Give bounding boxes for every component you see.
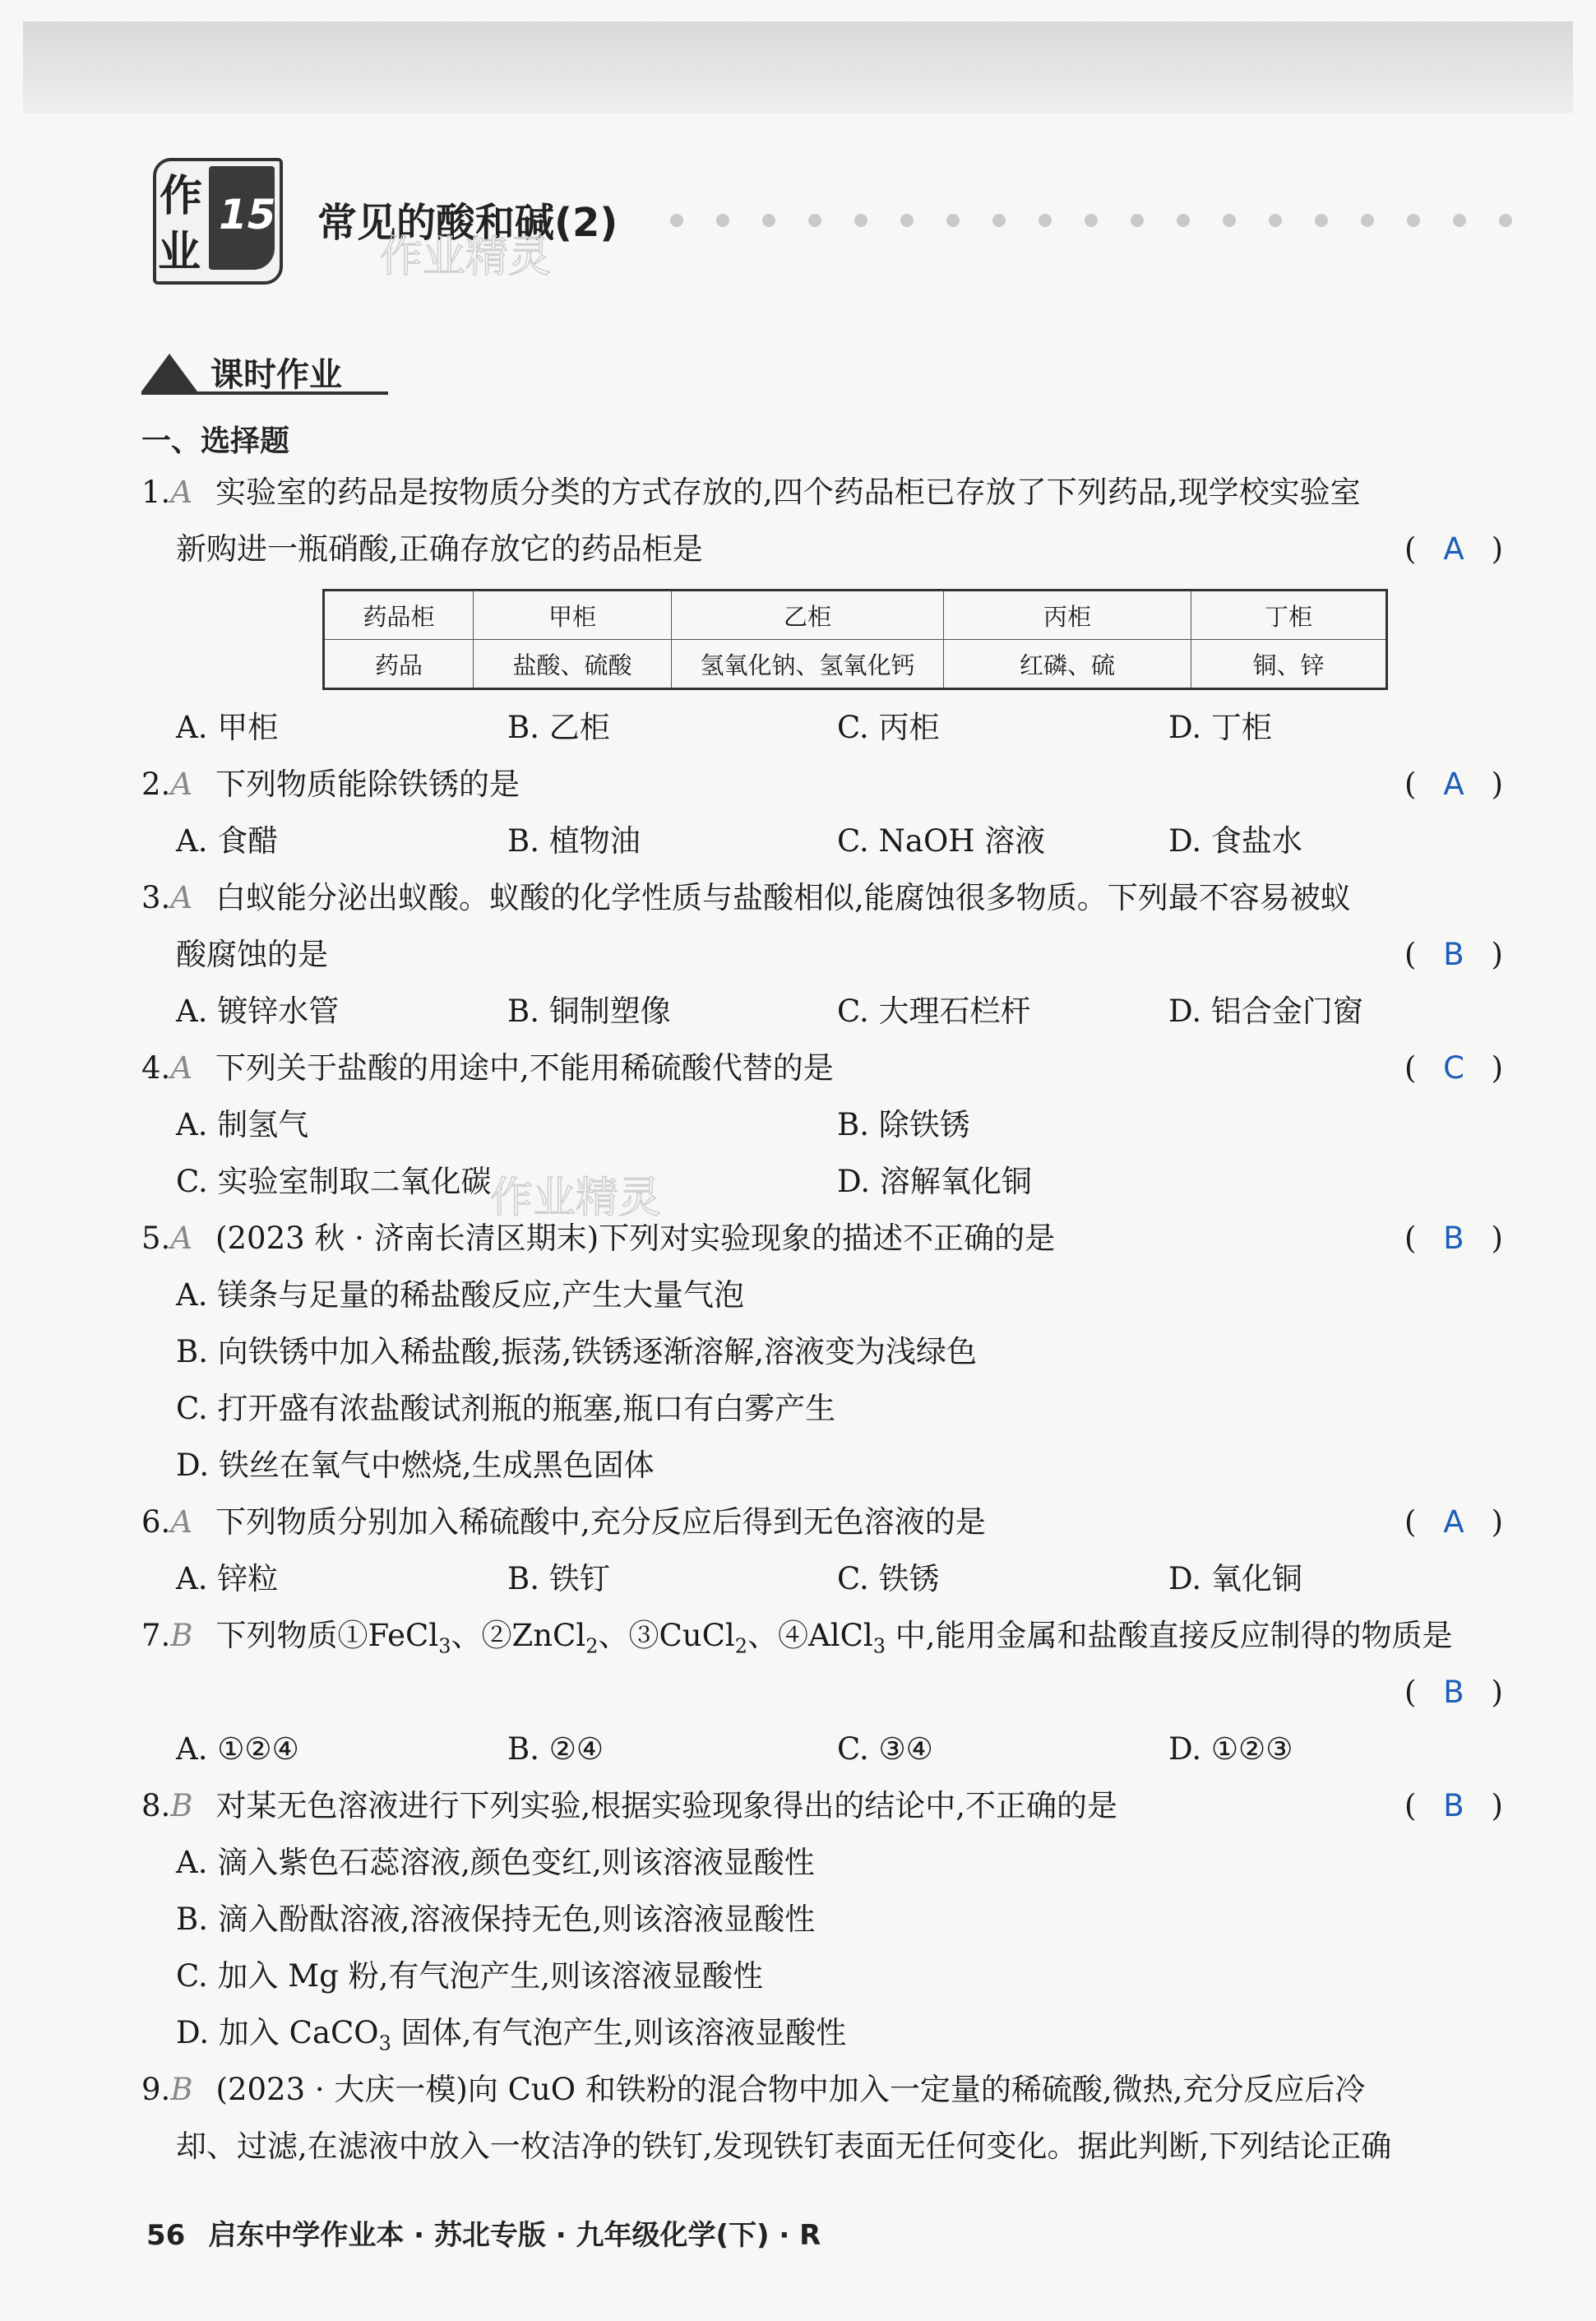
leader-dot <box>1223 214 1236 227</box>
question-text: 下列物质①FeCl <box>215 1618 439 1653</box>
leader-dot <box>1039 214 1052 227</box>
question-4 <box>141 1050 834 1086</box>
bracket-open: ( <box>1404 1504 1417 1540</box>
option: B. 乙柜 <box>507 710 610 745</box>
table-cell: 铜、锌 <box>1191 640 1387 689</box>
cabinet-table <box>322 589 1388 690</box>
bracket-open: ( <box>1404 1221 1417 1256</box>
question-text: 白蚁能分泌出蚁酸。蚁酸的化学性质与盐酸相似,能腐蚀很多物质。下列最不容易被蚁 <box>215 880 1351 915</box>
section-title: 课时作业 <box>210 356 342 394</box>
bracket-close: ) <box>1491 767 1503 802</box>
leader-dot <box>808 214 821 227</box>
section-header <box>141 349 388 395</box>
answer-letter: B <box>1443 1221 1464 1256</box>
question-number: 2. <box>141 767 171 802</box>
answer-4 <box>1404 1050 1503 1086</box>
bracket-open: ( <box>1404 767 1417 802</box>
leader-dot <box>946 214 960 227</box>
option: C. NaOH 溶液 <box>837 823 1046 859</box>
question-text: 下列关于盐酸的用途中,不能用稀硫酸代替的是 <box>215 1050 834 1086</box>
book-title: 启东中学作业本 · 苏北专版 · 九年级化学(下) · R <box>208 2219 821 2252</box>
badge-bottom-char: 业 <box>158 228 201 277</box>
option: D. 氧化铜 <box>1168 1561 1302 1596</box>
bracket-close: ) <box>1491 1788 1503 1823</box>
question-text: 中,能用金属和盐酸直接反应制得的物质是 <box>886 1618 1453 1653</box>
table-row <box>324 591 1387 640</box>
answer-letter: A <box>1443 531 1464 567</box>
option: B. 向铁锈中加入稀盐酸,振荡,铁锈逐渐溶解,溶液变为浅绿色 <box>176 1334 977 1369</box>
answer-letter: A <box>1443 1504 1464 1540</box>
option: D. 铁丝在氧气中燃烧,生成黑色固体 <box>176 1448 655 1483</box>
difficulty-level: B <box>170 2072 193 2107</box>
question-number: 6. <box>141 1504 171 1540</box>
option: A. 锌粒 <box>176 1561 279 1596</box>
answer-letter: B <box>1443 1788 1464 1823</box>
lesson-title: 常见的酸和碱(2) <box>317 200 618 246</box>
table-cell: 红磷、硫 <box>944 640 1191 689</box>
bracket-close: ) <box>1491 937 1503 972</box>
leader-dot <box>854 214 867 227</box>
option: D. 溶解氧化铜 <box>837 1164 1032 1199</box>
answer-letter: A <box>1443 767 1464 802</box>
option: B. 铁钉 <box>507 1561 610 1596</box>
question-number: 7. <box>141 1618 171 1653</box>
bracket-close: ) <box>1491 531 1503 567</box>
bracket-close: ) <box>1491 1050 1503 1086</box>
difficulty-level: A <box>170 475 193 510</box>
table-cell: 药品 <box>324 640 474 689</box>
bracket-open: ( <box>1404 531 1417 567</box>
option: D. 铝合金门窗 <box>1168 994 1363 1029</box>
question-text: 下列物质分别加入稀硫酸中,充分反应后得到无色溶液的是 <box>215 1504 986 1540</box>
leader-dot <box>992 214 1006 227</box>
bracket-close: ) <box>1491 1504 1503 1540</box>
option: C. 加入 Mg 粉,有气泡产生,则该溶液显酸性 <box>176 1958 764 1994</box>
subscript: 3 <box>438 1634 451 1658</box>
badge-number: 15 <box>219 191 276 239</box>
question-number: 3. <box>141 880 171 915</box>
answer-letter: C <box>1443 1050 1464 1086</box>
badge-top-char: 作 <box>160 172 203 221</box>
leader-dot <box>716 214 729 227</box>
answer-8 <box>1404 1788 1503 1824</box>
question-text: 下列物质能除铁锈的是 <box>215 767 520 802</box>
option: A. 镀锌水管 <box>176 994 340 1029</box>
option <box>176 2015 846 2055</box>
difficulty-level: A <box>170 1050 193 1086</box>
option: C. 实验室制取二氧化碳 <box>176 1164 492 1199</box>
option: A. 镁条与足量的稀盐酸反应,产生大量气泡 <box>176 1277 745 1313</box>
question-6 <box>141 1504 986 1540</box>
bracket-open: ( <box>1404 1788 1417 1823</box>
leader-dot <box>1361 214 1374 227</box>
option: B. ②④ <box>507 1731 604 1767</box>
option: A. 制氢气 <box>176 1107 309 1142</box>
option: C. ③④ <box>837 1731 933 1767</box>
option-text: 固体,有气泡产生,则该溶液显酸性 <box>391 2015 847 2050</box>
subscript: 3 <box>872 1634 886 1658</box>
option: D. 丁柜 <box>1168 710 1272 745</box>
leader-dot <box>1407 214 1420 227</box>
option: C. 铁锈 <box>837 1561 940 1596</box>
question-1 <box>141 475 1361 511</box>
bracket-open: ( <box>1404 937 1417 972</box>
option-text: D. 加入 CaCO <box>176 2015 379 2050</box>
table-header-cell: 乙柜 <box>672 591 944 640</box>
leader-dot <box>670 214 683 227</box>
leader-dot <box>1269 214 1282 227</box>
question-3 <box>141 880 1351 916</box>
question-text: 对某无色溶液进行下列实验,根据实验现象得出的结论中,不正确的是 <box>215 1788 1118 1823</box>
question-1-line-2: 新购进一瓶硝酸,正确存放它的药品柜是 <box>176 531 703 567</box>
table-header-cell: 丁柜 <box>1191 591 1387 640</box>
table-header-cell: 药品柜 <box>324 591 474 640</box>
leader-dot <box>1315 214 1328 227</box>
question-5 <box>141 1221 1055 1257</box>
question-text: 、③CuCl <box>598 1618 735 1653</box>
question-number: 1. <box>141 475 171 510</box>
question-text: (2023 · 大庆一模)向 CuO 和铁粉的混合物中加入一定量的稀硫酸,微热,充分反应后冷 <box>215 2072 1366 2107</box>
leader-dot <box>1453 214 1466 227</box>
option: A. 甲柜 <box>176 710 279 745</box>
table-header-cell: 丙柜 <box>944 591 1191 640</box>
difficulty-level: A <box>170 767 193 802</box>
answer-letter: B <box>1443 937 1464 972</box>
option: B. 铜制塑像 <box>507 994 671 1029</box>
leader-dot <box>1499 214 1512 227</box>
leader-dot <box>900 214 914 227</box>
question-9 <box>141 2072 1365 2108</box>
answer-3 <box>1404 937 1503 973</box>
question-number: 5. <box>141 1221 171 1256</box>
difficulty-level: B <box>170 1618 193 1653</box>
option: D. 食盐水 <box>1168 823 1302 859</box>
bracket-open: ( <box>1404 1675 1417 1710</box>
option: A. ①②④ <box>176 1731 299 1767</box>
option: A. 食醋 <box>176 823 279 859</box>
answer-2 <box>1404 767 1503 803</box>
watermark: 作业精灵 <box>380 233 552 282</box>
question-number: 4. <box>141 1050 171 1086</box>
assignment-badge <box>153 158 285 281</box>
section-triangle-icon <box>141 354 197 391</box>
question-9-line-2: 却、过滤,在滤液中放入一枚洁净的铁钉,发现铁钉表面无任何变化。据此判断,下列结论正确 <box>176 2129 1392 2164</box>
option: C. 丙柜 <box>837 710 940 745</box>
page-footer <box>146 2212 821 2253</box>
question-text: 实验室的药品是按物质分类的方式存放的,四个药品柜已存放了下列药品,现学校实验室 <box>215 475 1361 510</box>
question-text: 、②ZnCl <box>451 1618 586 1653</box>
title-dot-leader <box>670 209 1575 229</box>
difficulty-level: A <box>170 1221 193 1256</box>
difficulty-level: B <box>170 1788 193 1823</box>
table-cell: 氢氧化钠、氢氧化钙 <box>672 640 944 689</box>
question-number: 9. <box>141 2072 171 2107</box>
question-text: (2023 秋 · 济南长清区期末)下列对实验现象的描述不正确的是 <box>215 1221 1056 1256</box>
table-cell: 盐酸、硫酸 <box>474 640 672 689</box>
option: D. ①②③ <box>1168 1731 1293 1767</box>
question-7 <box>141 1618 1453 1658</box>
leader-dot <box>1131 214 1144 227</box>
answer-5 <box>1404 1221 1503 1257</box>
subscript: 3 <box>378 2031 391 2055</box>
question-number: 8. <box>141 1788 171 1823</box>
subscript: 2 <box>734 1634 748 1658</box>
bracket-close: ) <box>1491 1221 1503 1256</box>
question-8 <box>141 1788 1117 1824</box>
answer-7 <box>1404 1675 1503 1711</box>
option: A. 滴入紫色石蕊溶液,颜色变红,则该溶液显酸性 <box>176 1845 815 1880</box>
option: C. 大理石栏杆 <box>837 994 1031 1029</box>
question-2 <box>141 767 520 803</box>
part-title: 一、选择题 <box>141 424 290 458</box>
option: C. 打开盛有浓盐酸试剂瓶的瓶塞,瓶口有白雾产生 <box>176 1391 836 1426</box>
subscript: 2 <box>585 1634 599 1658</box>
difficulty-level: A <box>170 1504 193 1540</box>
page-number: 56 <box>146 2219 186 2252</box>
bracket-open: ( <box>1404 1050 1417 1086</box>
difficulty-level: A <box>170 880 193 915</box>
option: B. 除铁锈 <box>837 1107 970 1142</box>
leader-dot <box>762 214 775 227</box>
watermark: 作业精灵 <box>490 1174 662 1223</box>
question-text: 、④AlCl <box>747 1618 873 1653</box>
table-row <box>324 640 1387 689</box>
question-3-line-2: 酸腐蚀的是 <box>176 937 328 972</box>
leader-dot <box>1085 214 1098 227</box>
option: B. 滴入酚酞溶液,溶液保持无色,则该溶液显酸性 <box>176 1902 816 1937</box>
table-header-cell: 甲柜 <box>474 591 672 640</box>
option: B. 植物油 <box>507 823 641 859</box>
answer-6 <box>1404 1504 1503 1540</box>
answer-1 <box>1404 531 1503 568</box>
bracket-close: ) <box>1491 1675 1503 1710</box>
leader-dot <box>1177 214 1190 227</box>
answer-letter: B <box>1443 1675 1464 1710</box>
